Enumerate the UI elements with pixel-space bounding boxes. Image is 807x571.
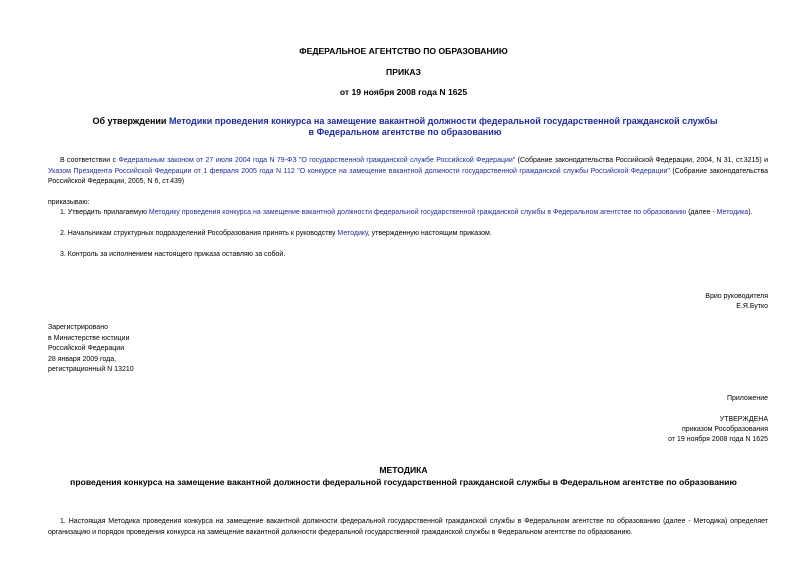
appendix-approved: УТВЕРЖДЕНА: [719, 416, 768, 423]
method-title: МЕТОДИКА: [379, 465, 428, 475]
method-paragraph-1: 1. Настоящая Методика проведения конкурса на замещение вакантной должности федеральной государственной гражданской службы в Федеральном агентстве по образованию (далее - Методика) определяет организацию и порядок проведения конкурса на замещение вакантной должности федеральной государственной гражданской службы в Федеральном агентстве по образованию.: [48, 518, 768, 536]
appendix-date-line: от 19 ноября 2008 года N 1625: [668, 436, 768, 443]
order-title-link[interactable]: Методики проведения конкурса на замещение вакантной должности федеральной государственной гражданской службы в Федеральном агентстве по образованию: [168, 116, 718, 137]
order-item-2: [60, 229, 770, 240]
order-item-1: [60, 208, 770, 219]
preamble-paragraph: [48, 156, 768, 188]
preamble-text-mid: (Собрание законодательства Российской Федерации, 2004, N 31, ст.3215) и: [515, 157, 768, 164]
order-date-line: от 19 ноября 2008 года N 1625: [339, 87, 468, 97]
item1-text-start: 1. Утвердить прилагаемую: [60, 209, 149, 216]
registration-line-1: Зарегистрировано: [48, 324, 108, 331]
methodology-short-link[interactable]: Методика: [716, 209, 749, 216]
agency-heading: ФЕДЕРАЛЬНОЕ АГЕНТСТВО ПО ОБРАЗОВАНИЮ: [299, 46, 508, 56]
order-item-3: 3. Контроль за исполнением настоящего приказа оставляю за собой.: [60, 251, 286, 258]
item1-text-end: ).: [748, 209, 753, 216]
registration-block: [48, 323, 134, 376]
item2-text-end: , утвержденную настоящим приказом.: [367, 230, 492, 237]
doc-type-heading: ПРИКАЗ: [386, 67, 421, 77]
preamble-text-start: В соответствии с: [60, 157, 119, 164]
appendix-label: Приложение: [726, 395, 768, 402]
method-subtitle: проведения конкурса на замещение вакантной должности федеральной государственной гражданской службы в Федеральном агентстве по образованию: [70, 477, 737, 487]
signature-position: Врио руководителя: [705, 293, 768, 300]
registration-line-4: 28 января 2009 года,: [48, 355, 117, 363]
order-title: [90, 116, 720, 138]
federal-law-link[interactable]: Федеральным законом от 27 июля 2004 года N 79-ФЗ "О государственной гражданской службе Российской Федерации": [118, 157, 516, 164]
registration-line-3: Российской Федерации: [48, 345, 125, 352]
signature-name: Е.Я.Бутко: [736, 303, 768, 310]
item2-text-start: 2. Начальникам структурных подразделений Рособразования принять к руководству: [60, 230, 338, 237]
order-word: приказываю:: [48, 199, 90, 206]
item1-text-mid: (далее -: [686, 209, 717, 216]
appendix-by-order: приказом Рособразования: [682, 426, 768, 433]
methodology-item2-link[interactable]: Методику: [337, 230, 368, 237]
methodology-link[interactable]: Методику проведения конкурса на замещение вакантной должности федеральной государственной гражданской службы в Федеральном агентстве по образованию: [148, 209, 687, 216]
registration-line-5: регистрационный N 13210: [48, 366, 134, 373]
preamble-text-end: (Собрание законодательства Российской Федерации, 2005, N 6, ст.439): [48, 167, 768, 185]
registration-line-2: в Министерстве юстиции: [48, 334, 130, 342]
president-decree-link[interactable]: Указом Президента Российской Федерации от 1 февраля 2005 года N 112 "О конкурсе на замещение вакантной должности государственной гражданской службы Российской Федерации": [48, 167, 670, 175]
order-title-prefix: Об утверждении: [92, 116, 169, 126]
